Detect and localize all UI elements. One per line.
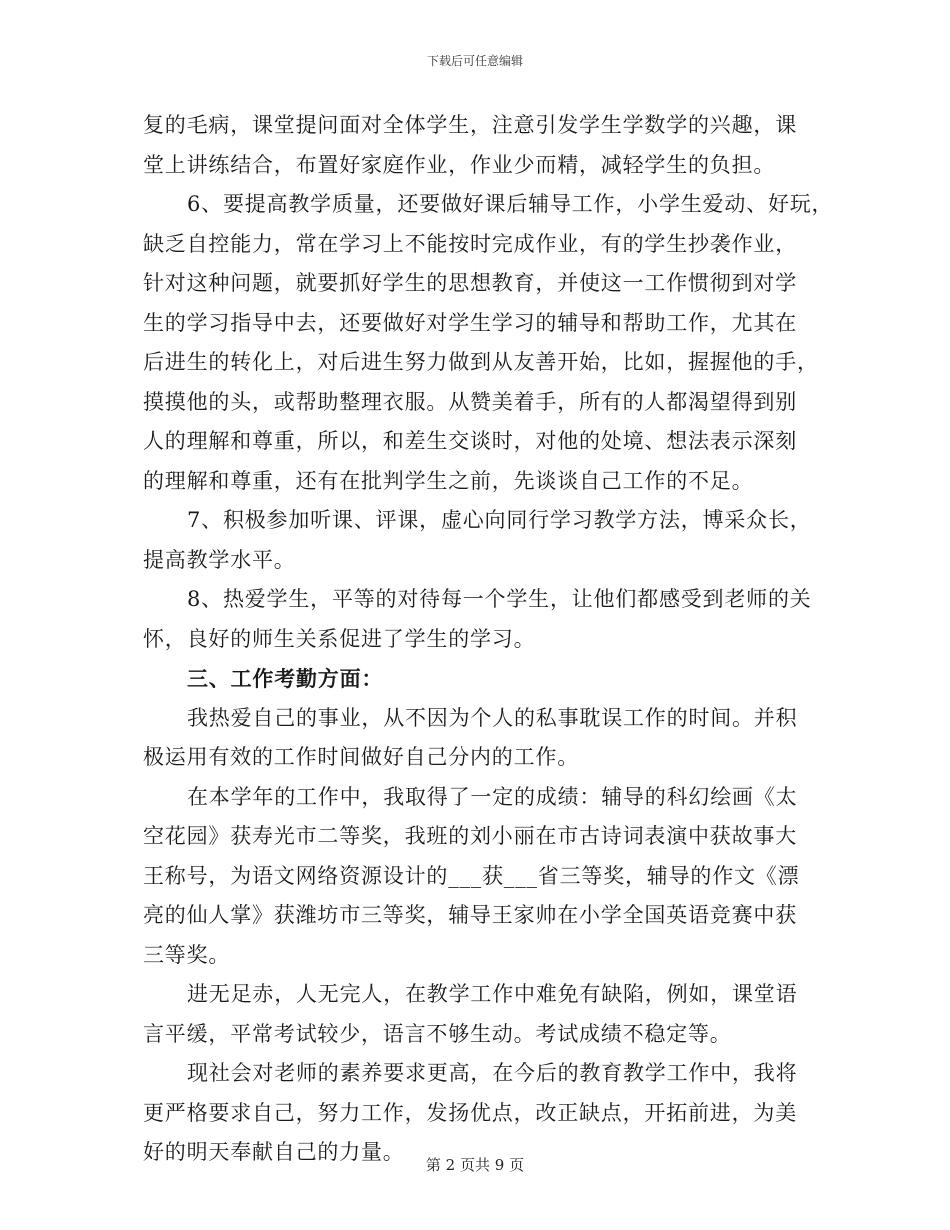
text-line: 王称号，为语文网络资源设计的___获___省三等奖，辅导的作文《漂 bbox=[143, 863, 800, 888]
text-line: 缺乏自控能力，常在学习上不能按时完成作业，有的学生抄袭作业， bbox=[143, 231, 797, 256]
text-line: 现社会对老师的素养要求更高，在今后的教育教学工作中，我将 bbox=[187, 1061, 798, 1085]
text-line: 的理解和尊重，还有在批判学生之前，先谈谈自己工作的不足。 bbox=[143, 468, 754, 493]
text-line: 8、热爱学生，平等的对待每一个学生，让他们都感受到老师的关 bbox=[187, 587, 812, 611]
text-line: 针对这种问题，就要抓好学生的思想教育，并使这一工作惯彻到对学 bbox=[143, 271, 797, 295]
text-line: 进无足赤，人无完人，在教学工作中难免有缺陷，例如，课堂语 bbox=[187, 982, 798, 1006]
text-line: 6、要提高教学质量，还要做好课后辅导工作，小学生爱动、好玩， bbox=[187, 192, 834, 216]
text-line: 好的明天奉献自己的力量。 bbox=[143, 1140, 405, 1164]
text-line: 复的毛病，课堂提问面对全体学生，注意引发学生学数学的兴趣，课 bbox=[143, 113, 797, 137]
text-line: 三等奖。 bbox=[143, 942, 231, 967]
text-line: 提高教学水平。 bbox=[143, 547, 296, 572]
text-line: 堂上讲练结合，布置好家庭作业，作业少而精，减轻学生的负担。 bbox=[143, 152, 776, 177]
text-line: 摸摸他的头，或帮助整理衣服。从赞美着手，所有的人都渴望得到别 bbox=[143, 389, 797, 414]
text-line: 亮的仙人掌》获潍坊市三等奖，辅导王家帅在小学全国英语竞赛中获 bbox=[143, 903, 797, 927]
document-body bbox=[143, 106, 834, 1173]
page-footer: 第 2 页共 9 页 bbox=[425, 1156, 525, 1174]
text-line: 言平缓，平常考试较少，语言不够生动。考试成绩不稳定等。 bbox=[143, 1021, 732, 1046]
text-line: 空花园》获寿光市二等奖，我班的刘小丽在市古诗词表演中获故事大 bbox=[143, 824, 797, 848]
section-heading: 三、工作考勤方面： bbox=[187, 666, 384, 691]
text-line: 后进生的转化上，对后进生努力做到从友善开始，比如，握握他的手， bbox=[143, 350, 819, 374]
text-line: 我热爱自己的事业，从不因为个人的私事耽误工作的时间。并积 bbox=[187, 705, 798, 730]
text-line: 在本学年的工作中，我取得了一定的成绩：辅导的科幻绘画《太 bbox=[187, 784, 798, 809]
text-line: 生的学习指导中去，还要做好对学生学习的辅导和帮助工作，尤其在 bbox=[143, 310, 797, 335]
text-line: 更严格要求自己，努力工作，发扬优点，改正缺点，开拓前进，为美 bbox=[143, 1100, 797, 1125]
page-header: 下载后可任意编辑 bbox=[426, 54, 523, 68]
text-line: 极运用有效的工作时间做好自己分内的工作。 bbox=[143, 745, 579, 769]
text-line: 7、积极参加听课、评课，虚心向同行学习教学方法，博采众长， bbox=[187, 508, 812, 532]
text-line: 人的理解和尊重，所以，和差生交谈时，对他的处境、想法表示深刻 bbox=[143, 429, 797, 453]
text-line: 怀，良好的师生关系促进了学生的学习。 bbox=[143, 626, 536, 651]
